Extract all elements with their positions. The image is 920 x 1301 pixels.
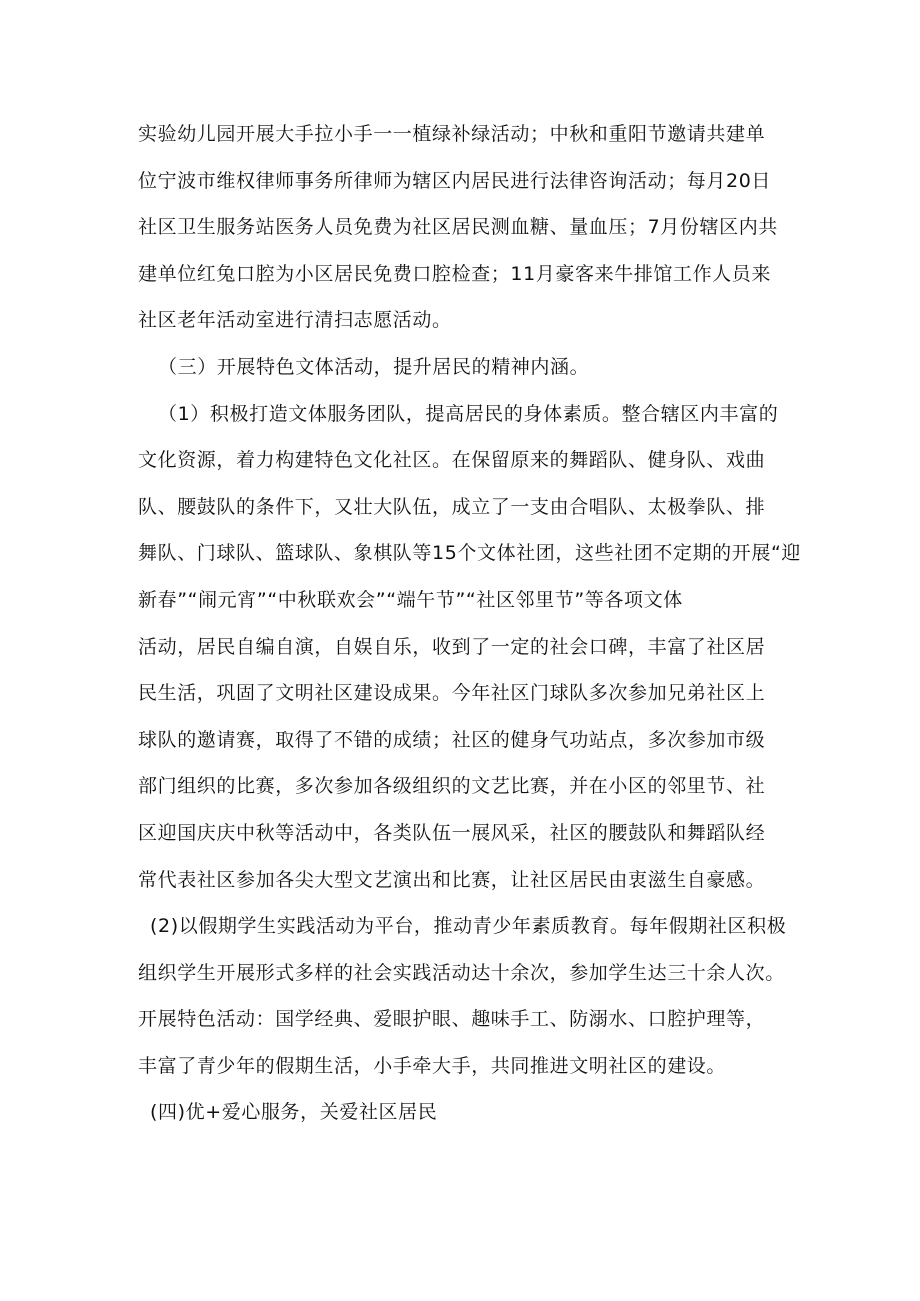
text-line: 社区卫生服务站医务人员免费为社区居民测血糖、量血压；7月份辖区内共 <box>138 216 778 239</box>
text-line: 部门组织的比赛，多次参加各级组织的文艺比赛，并在小区的邻里节、社 <box>138 775 766 798</box>
text-line: 区迎国庆庆中秋等活动中，各类队伍一展风采，社区的腰鼓队和舞蹈队经 <box>138 821 766 844</box>
text-line: 位宁波市维权律师事务所律师为辖区内居民进行法律咨询活动；每月20日 <box>138 169 771 192</box>
text-line: 丰富了青少年的假期生活，小手牵大手，共同推进文明社区的建设。 <box>138 1054 727 1077</box>
paragraph-student-practice <box>138 903 788 1089</box>
text-line: 开展特色活动：国学经典、爱眼护眼、趣味手工、防溺水、口腔护理等， <box>138 1008 766 1031</box>
text-line: 组织学生开展形式多样的社会实践活动达十余次，参加学生达三十余人次。 <box>138 961 785 984</box>
paragraph-cultural-teams <box>138 391 802 904</box>
text-line: 文化资源，着力构建特色文化社区。在保留原来的舞蹈队、健身队、戏曲 <box>138 449 766 472</box>
text-line: 活动，居民自编自演，自娱自乐，收到了一定的社会口碑，丰富了社区居 <box>138 635 766 658</box>
section-heading-4 <box>138 1089 788 1136</box>
text-line: 新春”“闹元宵”“中秋联欢会”“端午节”“社区邻里节”等各项文体 <box>138 588 683 611</box>
section-heading-text: （三）开展特色文体活动，提升居民的精神内涵。 <box>158 355 590 378</box>
section-heading-3 <box>138 344 788 391</box>
text-line: 队、腰鼓队的条件下，又壮大队伍，成立了一支由合唱队、太极拳队、排 <box>138 495 766 518</box>
text-line: 舞队、门球队、篮球队、象棋队等15个文体社团，这些社团不定期的开展“迎 <box>138 542 802 565</box>
text-line: 常代表社区参加各尖大型文艺演出和比赛，让社区居民由衷滋生自豪感。 <box>138 868 766 891</box>
paragraph-community-volunteer-activities <box>138 111 788 344</box>
document-body <box>138 111 802 1136</box>
text-line: 社区老年活动室进行清扫志愿活动。 <box>138 309 452 332</box>
text-line: 建单位红兔口腔为小区居民免费口腔检查；11月豪客来牛排馆工作人员来 <box>138 262 771 285</box>
text-line: 球队的邀请赛，取得了不错的成绩；社区的健身气功站点，多次参加市级 <box>138 728 766 751</box>
text-line: (2)以假期学生实践活动为平台，推动青少年素质教育。每年假期社区积极 <box>150 915 787 938</box>
text-line: 实验幼儿园开展大手拉小手一一植绿补绿活动；中秋和重阳节邀请共建单 <box>138 123 766 145</box>
text-line: 民生活，巩固了文明社区建设成果。今年社区门球队多次参加兄弟社区上 <box>138 682 766 705</box>
text-line: （1）积极打造文体服务团队，提高居民的身体素质。整合辖区内丰富的 <box>158 402 779 425</box>
section-heading-text: (四)优+爱心服务，关爱社区居民 <box>150 1101 438 1124</box>
